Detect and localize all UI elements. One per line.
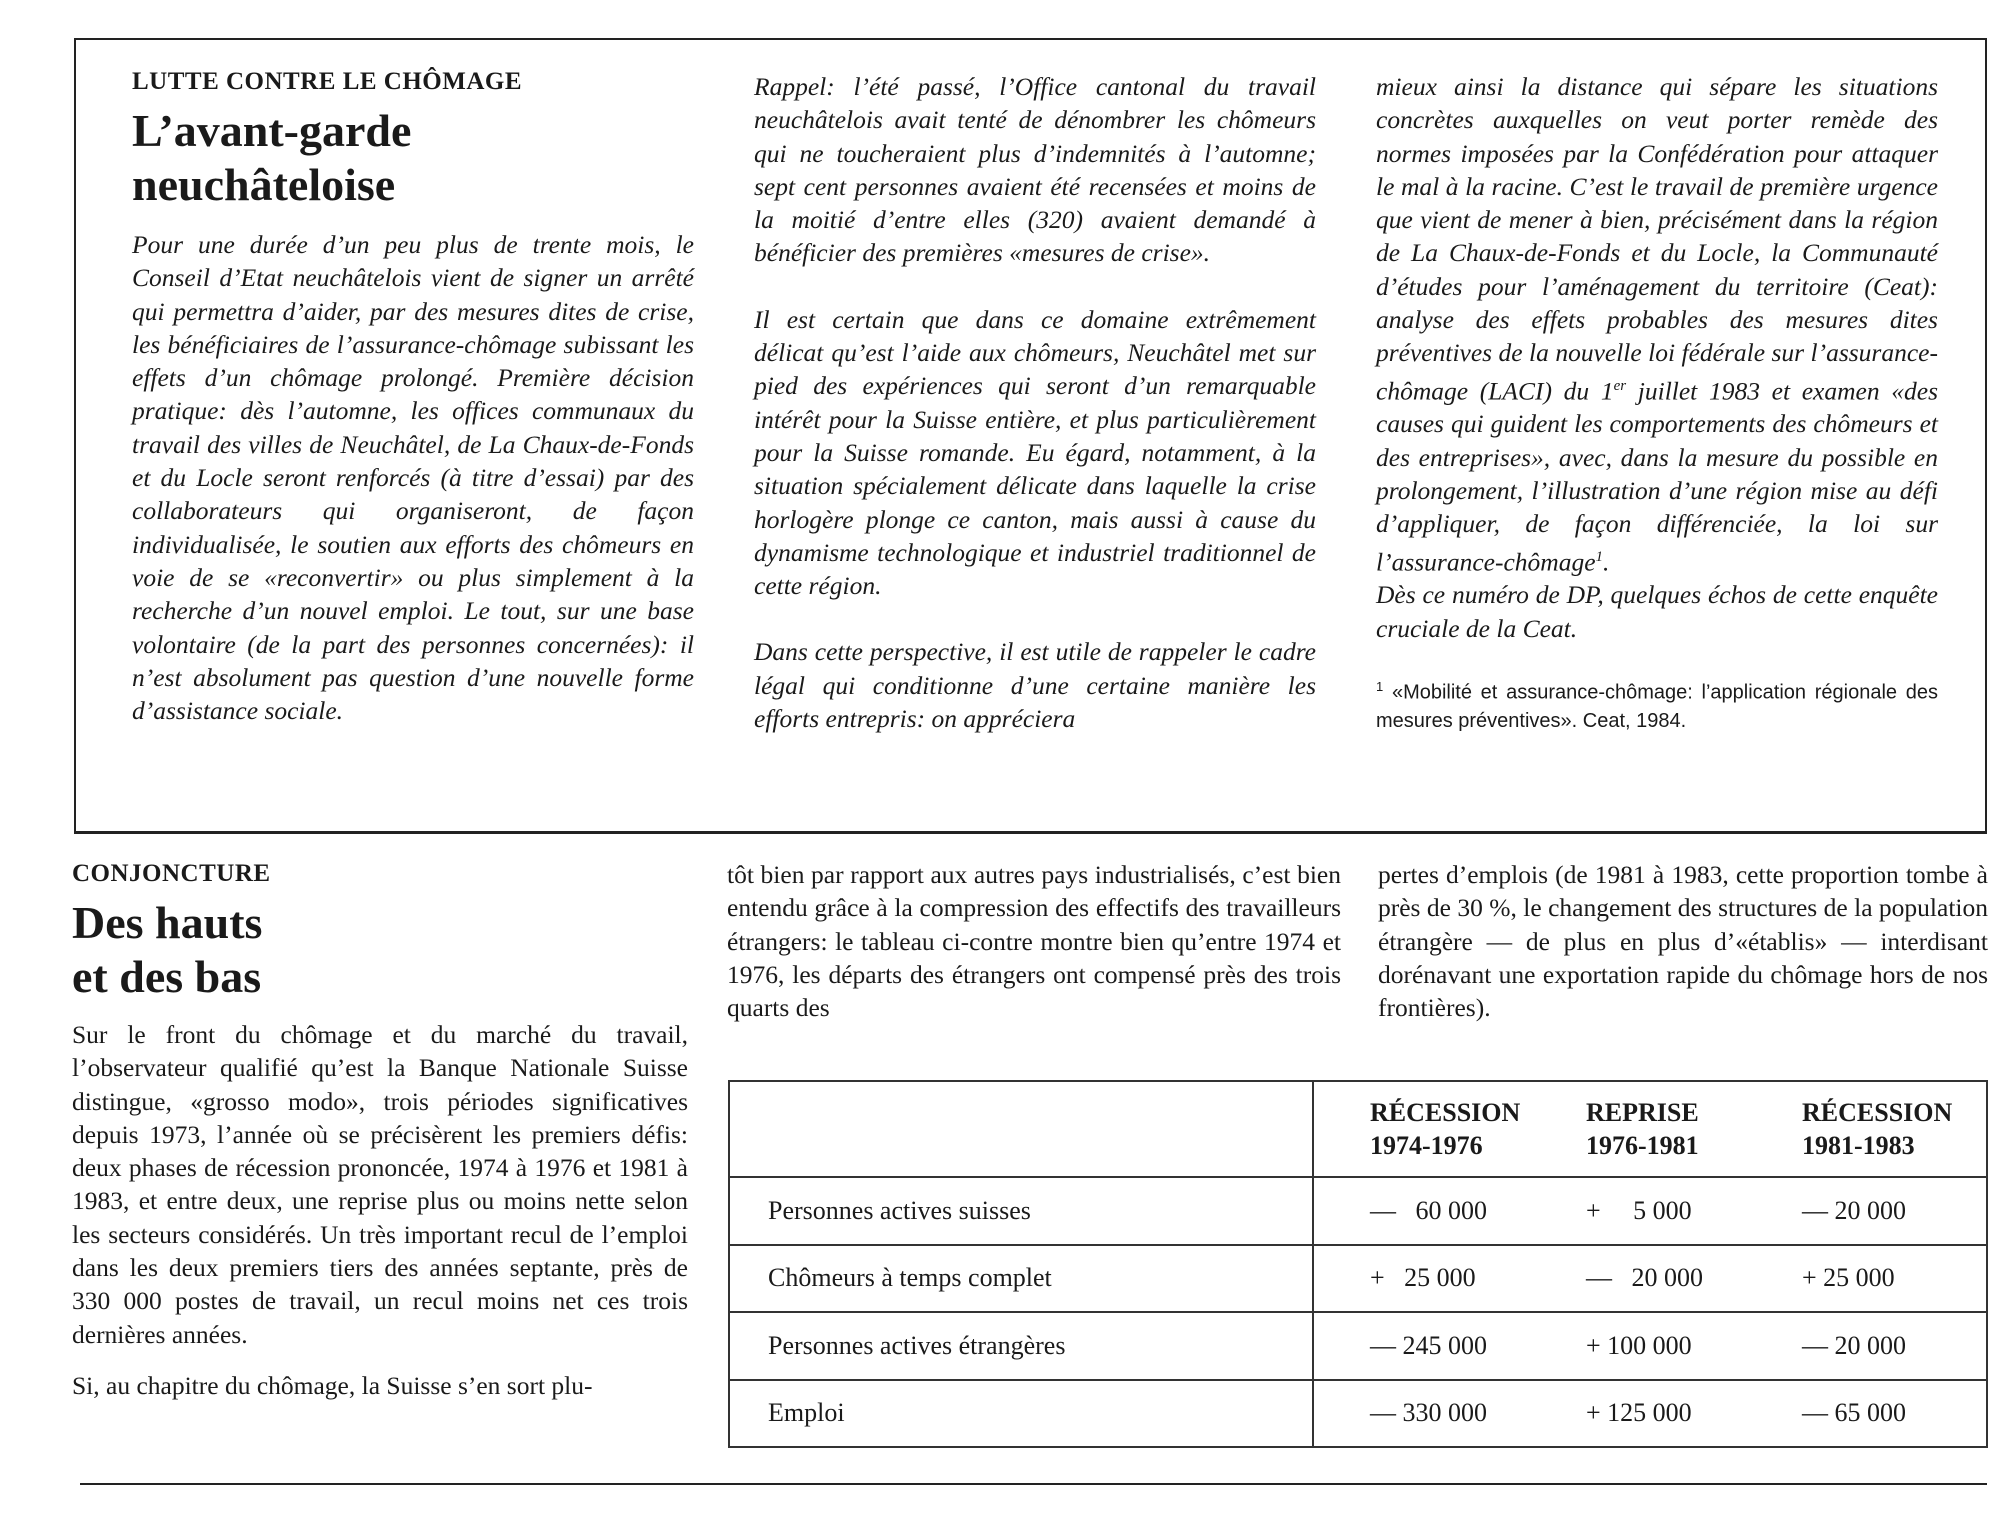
table-cell: — 20 000	[1802, 1312, 1987, 1380]
employment-table	[728, 1080, 1988, 1448]
table-header-line2: 1981-1983	[1802, 1131, 1915, 1160]
article2-paragraph: tôt bien par rapport aux autres pays industrialisés, c’est bien entendu grâce à la compression des effectifs des travailleurs étrangers: le tableau ci-contre montre bien qu’entre 1974 et 1976, les départs des étrangers ont compensé près des trois quarts des	[727, 860, 1341, 1023]
article2-paragraph: pertes d’emplois (de 1981 à 1983, cette proportion tombe à près de 30 %, le changement des structures de la population étrangère — de plus en plus d’«établis» — interdisant dorénavant une exportation rapide du chômage hors de nos frontières).	[1378, 860, 1988, 1023]
article1-headline-line1: L’avant-garde	[132, 105, 412, 156]
table-header	[1586, 1081, 1802, 1177]
table-cell: — 60 000	[1313, 1177, 1586, 1245]
article1-paragraph: Dès ce numéro de DP, quelques échos de cette enquête cruciale de la Ceat.	[1376, 580, 1938, 643]
table-row-label: Personnes actives suisses	[729, 1177, 1313, 1245]
superscript: er	[1613, 377, 1627, 394]
table-header	[1802, 1081, 1987, 1177]
table-header-line2: 1976-1981	[1586, 1131, 1699, 1160]
article2-col1	[72, 860, 688, 1402]
table-cell: — 20 000	[1586, 1245, 1802, 1313]
footnote-text: «Mobilité et assurance-chômage: l’application régionale des mesures préventives». Ceat, 1984.	[1376, 681, 1938, 732]
article1-paragraph: Pour une durée d’un peu plus de trente mois, le Conseil d’Etat neuchâtelois vient de signer un arrêté qui permettra d’aider, par des mesures dites de crise, les bénéficiaires de l’assurance-chômage subissant les effets d’un chômage prolongé. Première décision pratique: dès l’automne, les offices communaux du travail des villes de Neuchâtel, de La Chaux-de-Fonds et du Locle seront renforcés (à titre d’essai) par des collaborateurs qui organiseront, de façon individualisée, le soutien aux efforts des chômeurs en voie de se «reconvertir» ou plus simplement à la recherche d’un nouvel emploi. Le tout, sur une base volontaire (de la part des personnes concernées): il n’est absolument pas question d’une nouvelle forme d’assistance sociale.	[132, 230, 694, 726]
table-cell: — 20 000	[1802, 1177, 1987, 1245]
section-divider	[74, 832, 1987, 834]
article2-kicker: CONJONCTURE	[72, 860, 271, 887]
article2-paragraph: Si, au chapitre du chômage, la Suisse s’en sort plu-	[72, 1370, 593, 1400]
article1-paragraph: Dans cette perspective, il est utile de rappeler le cadre légal qui conditionne d’une certaine manière les efforts entrepris: on appréciera	[754, 637, 1316, 734]
article1-col1	[132, 68, 694, 727]
table-header-row	[729, 1081, 1987, 1177]
table-cell: — 245 000	[1313, 1312, 1586, 1380]
table-row	[729, 1312, 1987, 1380]
article2-paragraph: Sur le front du chômage et du marché du travail, l’observateur qualifié qu’est la Banque Nationale Suisse distingue, «grosso modo», trois périodes significatives depuis 1973, l’année où se précisèrent les premiers défis: deux phases de récession prononcée, 1974 à 1976 et 1981 à 1983, et entre deux, une reprise plus ou moins nette selon les secteurs considérés. Un très important recul de l’emploi dans les deux premiers tiers des années septante, près de 330 000 postes de travail, un recul moins net ces trois dernières années.	[72, 1020, 688, 1349]
table-header	[1313, 1081, 1586, 1177]
table-row	[729, 1177, 1987, 1245]
table-cell: + 125 000	[1586, 1380, 1802, 1448]
article1-paragraph: Rappel: l’été passé, l’Office cantonal du travail neuchâtelois avait tenté de dénombrer les chômeurs qui ne toucheraient plus d’indemnités à l’automne; sept cent personnes avaient été recensées et moins de la moitié d’entre elles (320) avaient demandé à bénéficier des premières «mesures de crise».	[754, 72, 1316, 268]
footnote-mark: 1	[1376, 679, 1384, 695]
article1-headline-line2: neuchâteloise	[132, 159, 396, 210]
article1-text: .	[1603, 547, 1610, 577]
table-row	[729, 1380, 1987, 1448]
article1-kicker: LUTTE CONTRE LE CHÔMAGE	[132, 68, 523, 95]
table-header-line1: REPRISE	[1586, 1098, 1699, 1127]
table-cell: + 100 000	[1586, 1312, 1802, 1380]
table-cell: + 25 000	[1802, 1245, 1987, 1313]
table-cell: — 65 000	[1802, 1380, 1987, 1448]
table-row	[729, 1245, 1987, 1313]
article1-text: mieux ainsi la distance qui sépare les situations concrètes auxquelles on veut porter remède des normes imposées par la Confédération pour attaquer le mal à la racine. C’est le travail de première urgence que vient de mener à bien, précisément dans la région de La Chaux-de-Fonds et du Locle, la Communauté d’études pour l’aménagement du territoire (Ceat): analyse des effets probables des mesures dites préventives de la nouvelle loi fédérale sur l’assurance-chômage (LACI) du 1	[1376, 72, 1938, 406]
article1-col2	[754, 70, 1316, 735]
table-header-empty	[729, 1081, 1313, 1177]
table-header-line1: RÉCESSION	[1370, 1098, 1521, 1127]
article1-text: juillet 1983 et examen «des causes qui guident les comportements des chômeurs et des entreprises», avec, dans la mesure du possible en prolongement, l’illustration d’une région mise au défi d’appliquer, de façon différenciée, la loi sur l’assurance-chômage	[1376, 376, 1938, 577]
article2-headline-line2: et des bas	[72, 951, 262, 1002]
table-cell: + 25 000	[1313, 1245, 1586, 1313]
footnote	[1376, 673, 1938, 735]
table-row-label: Personnes actives étrangères	[729, 1312, 1313, 1380]
article2-col3	[1378, 858, 1988, 1024]
table-header-line1: RÉCESSION	[1802, 1098, 1953, 1127]
article2-headline-line1: Des hauts	[72, 897, 263, 948]
table-cell: + 5 000	[1586, 1177, 1802, 1245]
article1-col3	[1376, 70, 1938, 735]
article1-paragraph	[1376, 70, 1938, 578]
table-row-label: Emploi	[729, 1380, 1313, 1448]
article1-paragraph: Il est certain que dans ce domaine extrêmement délicat qu’est l’aide aux chômeurs, Neuchâtel met sur pied des expériences qui seront d’un remarquable intérêt pour la Suisse entière, et plus particulièrement pour la Suisse romande. Eu égard, notamment, à la situation spécialement délicate dans laquelle la crise horlogère plonge ce canton, mais aussi à cause du dynamisme technologique et industriel traditionnel de cette région.	[754, 304, 1316, 601]
table-row-label: Chômeurs à temps complet	[729, 1245, 1313, 1313]
bottom-rule	[80, 1483, 1987, 1485]
article2-col2	[727, 858, 1341, 1024]
footnote-ref: 1	[1595, 548, 1604, 565]
table-cell: — 330 000	[1313, 1380, 1586, 1448]
table-header-line2: 1974-1976	[1370, 1131, 1483, 1160]
